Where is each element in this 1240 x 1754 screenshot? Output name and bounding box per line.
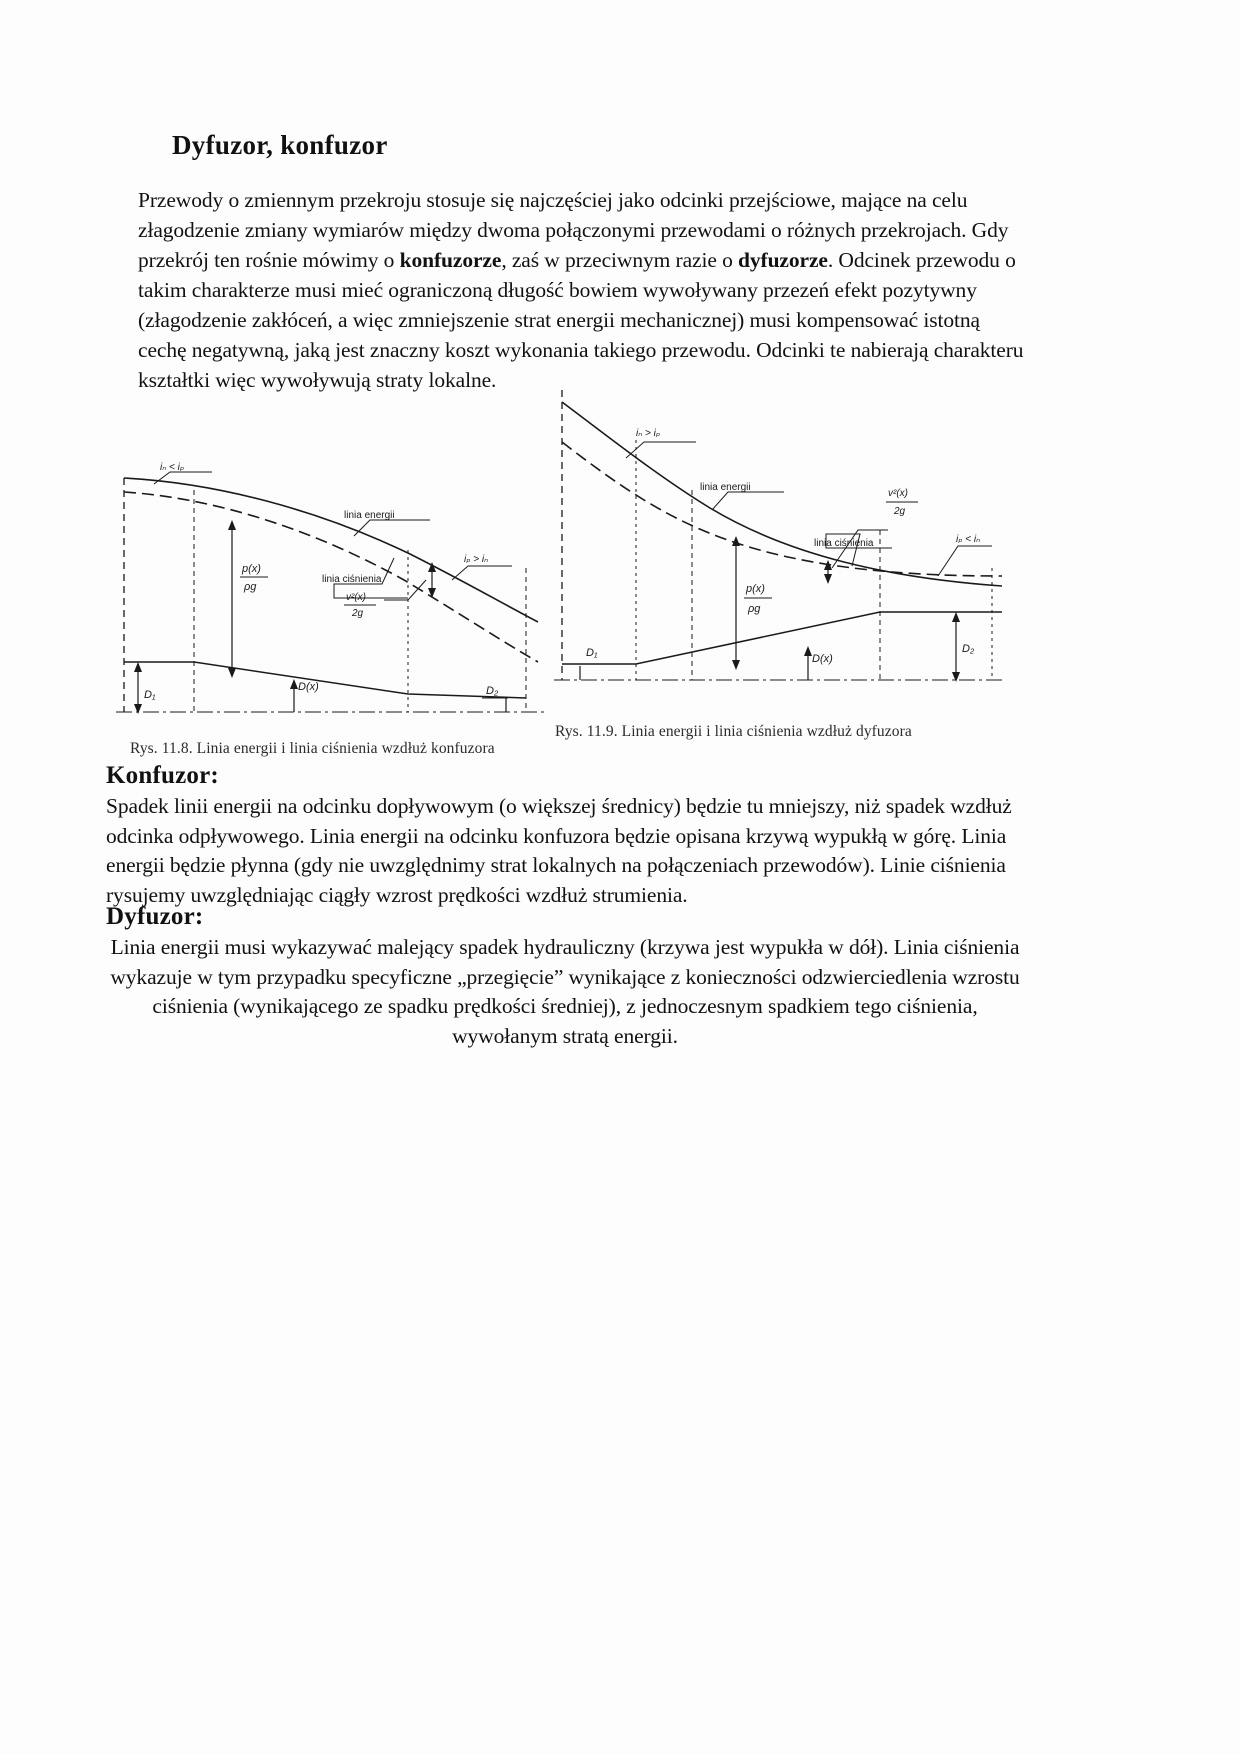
intro-text-3: . Odcinek przewodu o takim charakterze musi mieć ograniczoną długość bowiem wywoływany przezeń efekt pozytywny (złagodzenie zakłóceń, a więc zmniejszenie strat energii mechanicznej) musi kompensować istotną cechę negatywną, jaką jest znaczny koszt wykonania takiego przewodu. Odcinki te nabierają charakteru kształtki więc wywoływują straty lokalne.: [138, 248, 1024, 392]
dyfuzor-label-dx: D(x): [812, 653, 833, 665]
dyfuzor-diagram: [540, 380, 1010, 725]
dyfuzor-label-pressure-line: linia ciśnienia: [814, 538, 874, 549]
konfuzor-label-velocity-head-num: v²(x): [346, 592, 366, 603]
konfuzor-arrow-up-p: [228, 520, 236, 530]
konfuzor-label-d2: D₂: [486, 685, 499, 697]
konfuzor-diagram: [108, 450, 558, 740]
figure-konfuzor: [108, 450, 558, 745]
konfuzor-arrow-down-d1: [134, 704, 142, 714]
dyfuzor-label-energy-line: linia energii: [700, 482, 751, 493]
konfuzor-label-pressure-head-num: p(x): [242, 563, 261, 575]
konfuzor-leader-gradient-left: [154, 472, 212, 484]
figures-block: [100, 380, 1050, 760]
dyfuzor-energy-line: [562, 402, 1002, 586]
dyfuzor-label-velocity-head-den: 2g: [894, 506, 906, 517]
konfuzor-leader-gradient-right: [452, 566, 512, 580]
dyfuzor-label-gradient-left: iₙ > iₚ: [636, 428, 661, 439]
konfuzor-label-gradient-left: iₙ < iₚ: [160, 462, 185, 473]
figure-dyfuzor: [540, 380, 1010, 730]
dyfuzor-label-gradient-right: iₚ < iₙ: [956, 534, 981, 545]
konfuzor-label-pressure-line-1: linia ciśnienia: [322, 574, 382, 585]
konfuzor-pipe-top-wall: [124, 662, 526, 698]
dyfuzor-label-d1: D₁: [586, 647, 598, 659]
dyfuzor-label-pressure-head-den: ρg: [748, 603, 761, 615]
dyfuzor-arrow-down-v: [824, 574, 832, 584]
page-title: Dyfuzor, konfuzor: [172, 130, 388, 160]
konfuzor-arrow-down-p: [228, 668, 236, 678]
konfuzor-arrow-up-d1: [134, 662, 142, 672]
dyfuzor-arrow-up-dx: [804, 646, 812, 656]
konfuzor-label-d1: D₁: [144, 689, 156, 701]
section-konfuzor: [106, 762, 1024, 910]
intro-text-1: Przewody o zmiennym przekroju stosuje się najczęściej jako odcinki przejściowe, mające na celu złagodzenie zmiany wymiarów między dwoma połączonymi przewodami o różnych przekrojach. Gdy przekrój ten rośnie mówimy o: [138, 188, 1009, 272]
section-heading-konfuzor: Konfuzor:: [106, 762, 219, 789]
dyfuzor-label-d2: D₂: [962, 643, 975, 655]
dyfuzor-arrow-down-p: [732, 660, 740, 670]
dyfuzor-leader-energy: [712, 492, 784, 510]
konfuzor-arrow-up-dx: [290, 679, 298, 689]
dyfuzor-leader-gradient-right: [938, 546, 992, 576]
caption-figure-dyfuzor: Rys. 11.9. Linia energii i linia ciśnienia wzdłuż dyfuzora: [555, 723, 912, 740]
konfuzor-label-velocity-head-den: 2g: [352, 608, 364, 619]
intro-bold-konfuzorze: konfuzorze: [399, 248, 502, 272]
intro-bold-dyfuzorze: dyfuzorze: [738, 248, 828, 272]
dyfuzor-arrow-up-p: [732, 536, 740, 546]
konfuzor-label-gradient-right: iₚ > iₙ: [464, 554, 489, 565]
intro-paragraph: [138, 185, 1026, 395]
dyfuzor-label-pressure-head-num: p(x): [746, 583, 765, 595]
section-body-konfuzor: Spadek linii energii na odcinku dopływowym (o większej średnicy) będzie tu mniejszy, niż spadek wzdłuż odcinka odpływowego. Linia energii na odcinku konfuzora będzie opisana krzywą wypukłą w górę. Linia energii będzie płynna (gdy nie uwzględnimy strat lokalnych na połączeniach przewodów). Linie ciśnienia rysujemy uwzględniając ciągły wzrost prędkości wzdłuż strumienia.: [106, 794, 1012, 907]
konfuzor-label-dx: D(x): [298, 681, 319, 693]
konfuzor-label-energy-line: linia energii: [344, 510, 395, 521]
section-heading-dyfuzor: Dyfuzor:: [106, 903, 204, 930]
intro-text-2: , zaś w przeciwnym razie o: [501, 248, 738, 272]
caption-figure-konfuzor: Rys. 11.8. Linia energii i linia ciśnienia wzdłuż konfuzora: [130, 740, 495, 757]
dyfuzor-pipe-top-wall: [562, 612, 1002, 664]
konfuzor-arrow-down-v: [428, 588, 436, 598]
dyfuzor-arrow-up-d2: [952, 612, 960, 622]
section-body-dyfuzor: Linia energii musi wykazywać malejący spadek hydrauliczny (krzywa jest wypukła w dół). Linia ciśnienia wykazuje w tym przypadku specyficzne „przegięcie” wynikające z konieczności odzwierciedlenia wzrostu ciśnienia (wynikającego ze spadku prędkości średniej), z jednoczesnym spadkiem tego ciśnienia, wywołanym stratą energii.: [110, 935, 1020, 1048]
dyfuzor-pressure-line: [562, 442, 1002, 576]
section-dyfuzor: [106, 903, 1024, 1051]
dyfuzor-label-velocity-head-num: v²(x): [888, 488, 908, 499]
konfuzor-label-pressure-head-den: ρg: [244, 581, 257, 593]
